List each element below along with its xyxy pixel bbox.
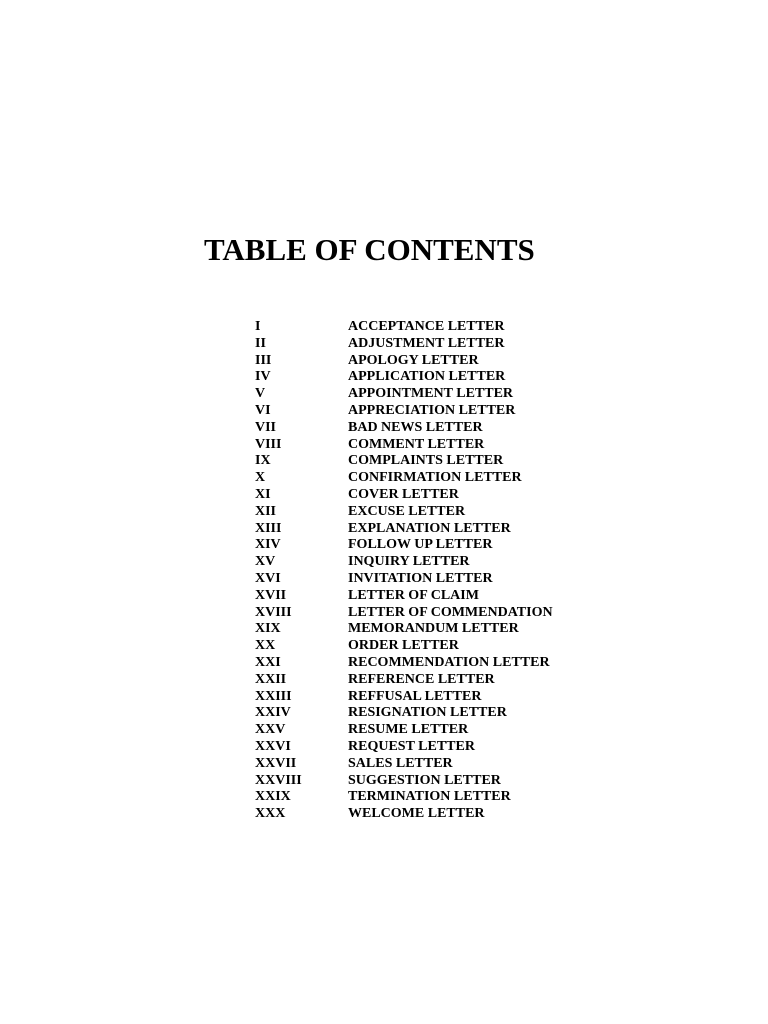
toc-entry-label: APPOINTMENT LETTER <box>348 386 514 402</box>
toc-entry <box>255 386 553 403</box>
toc-entry-label: RESUME LETTER <box>348 722 469 738</box>
toc-entry <box>255 453 553 470</box>
toc-entry-label: BAD NEWS LETTER <box>348 419 483 435</box>
toc-entry <box>255 319 553 336</box>
toc-entry-label: REFFUSAL LETTER <box>348 688 482 704</box>
toc-entry-label: APOLOGY LETTER <box>348 352 479 368</box>
toc-entry-number: XXIX <box>255 789 291 805</box>
toc-entry-label: LETTER OF CLAIM <box>348 587 479 603</box>
toc-entry-number: XXX <box>255 806 286 822</box>
toc-entry-number: XXIII <box>255 688 292 704</box>
toc-entry-label: COVER LETTER <box>348 486 459 502</box>
toc-entry-number: V <box>255 386 266 402</box>
toc-entry-number: XXIV <box>255 705 291 721</box>
toc-entry-label: COMPLAINTS LETTER <box>348 453 504 469</box>
toc-entry <box>255 806 553 823</box>
toc-entry-number: XII <box>255 503 277 519</box>
toc-entry-label: LETTER OF COMMENDATION <box>348 604 553 620</box>
toc-entry-number: XIX <box>255 621 281 637</box>
toc-entry <box>255 722 553 739</box>
toc-entry-number: XX <box>255 638 276 654</box>
toc-entry-label: REQUEST LETTER <box>348 738 475 754</box>
toc-entry <box>255 537 553 554</box>
toc-entry <box>255 773 553 790</box>
toc-entry-label: RESIGNATION LETTER <box>348 705 507 721</box>
toc-entry <box>255 588 553 605</box>
toc-entry <box>255 437 553 454</box>
toc-entry-label: APPRECIATION LETTER <box>348 402 516 418</box>
toc-entry-number: XXVIII <box>255 772 302 788</box>
toc-entry <box>255 487 553 504</box>
toc-entry-label: SALES LETTER <box>348 755 453 771</box>
toc-entry-label: TERMINATION LETTER <box>348 789 511 805</box>
toc-entry-label: INQUIRY LETTER <box>348 554 470 570</box>
page-title: TABLE OF CONTENTS <box>204 232 535 267</box>
toc-entry-label: FOLLOW UP LETTER <box>348 537 493 553</box>
toc-entry-number: XXV <box>255 722 286 738</box>
toc-entry <box>255 353 553 370</box>
toc-entry <box>255 689 553 706</box>
toc-entry-number: VII <box>255 419 277 435</box>
toc-entry-label: INVITATION LETTER <box>348 570 493 586</box>
toc-entry-number: XI <box>255 486 271 502</box>
toc-entry-number: XVI <box>255 570 281 586</box>
toc-entry-number: VIII <box>255 436 282 452</box>
toc-entry <box>255 420 553 437</box>
toc-entry-number: XIV <box>255 537 281 553</box>
toc-entry-number: XXI <box>255 654 281 670</box>
toc-entry-label: COMMENT LETTER <box>348 436 485 452</box>
toc-entry <box>255 638 553 655</box>
toc-entry-label: EXPLANATION LETTER <box>348 520 511 536</box>
toc-entry <box>255 605 553 622</box>
toc-entry <box>255 621 553 638</box>
toc-entry-label: EXCUSE LETTER <box>348 503 466 519</box>
toc-entry-number: XXVI <box>255 738 291 754</box>
toc-entry <box>255 789 553 806</box>
toc-entry <box>255 470 553 487</box>
toc-entry-number: II <box>255 335 266 351</box>
toc-entry-number: XVII <box>255 587 287 603</box>
toc-entry-number: X <box>255 470 266 486</box>
toc-entry-label: MEMORANDUM LETTER <box>348 621 519 637</box>
toc-entry-number: XXII <box>255 671 287 687</box>
toc-entry-number: III <box>255 352 272 368</box>
toc-entry-label: RECOMMENDATION LETTER <box>348 654 550 670</box>
toc-entry <box>255 571 553 588</box>
toc-entry-number: I <box>255 319 261 334</box>
toc-entry-label: REFERENCE LETTER <box>348 671 495 687</box>
toc-entry-number: XVIII <box>255 604 292 620</box>
toc-entry <box>255 369 553 386</box>
toc-entry <box>255 672 553 689</box>
toc-entry-label: WELCOME LETTER <box>348 806 485 822</box>
toc-entry-number: IX <box>255 453 271 469</box>
toc-entry <box>255 655 553 672</box>
toc-entry-label: ORDER LETTER <box>348 638 459 654</box>
toc-entry <box>255 521 553 538</box>
toc-entry-number: VI <box>255 402 271 418</box>
toc-entry-label: SUGGESTION LETTER <box>348 772 501 788</box>
toc-entry <box>255 705 553 722</box>
toc-entry <box>255 403 553 420</box>
toc-entry-number: XXVII <box>255 755 297 771</box>
toc-entry-number: IV <box>255 369 271 385</box>
toc-entry-label: ADJUSTMENT LETTER <box>348 335 505 351</box>
table-of-contents-list <box>255 319 553 823</box>
toc-entry <box>255 739 553 756</box>
toc-entry <box>255 756 553 773</box>
toc-entry <box>255 336 553 353</box>
toc-entry <box>255 504 553 521</box>
toc-entry-label: ACCEPTANCE LETTER <box>348 319 505 334</box>
toc-entry-number: XV <box>255 554 276 570</box>
toc-entry <box>255 554 553 571</box>
toc-entry-number: XIII <box>255 520 282 536</box>
toc-entry-label: APPLICATION LETTER <box>348 369 506 385</box>
toc-entry-label: CONFIRMATION LETTER <box>348 470 522 486</box>
